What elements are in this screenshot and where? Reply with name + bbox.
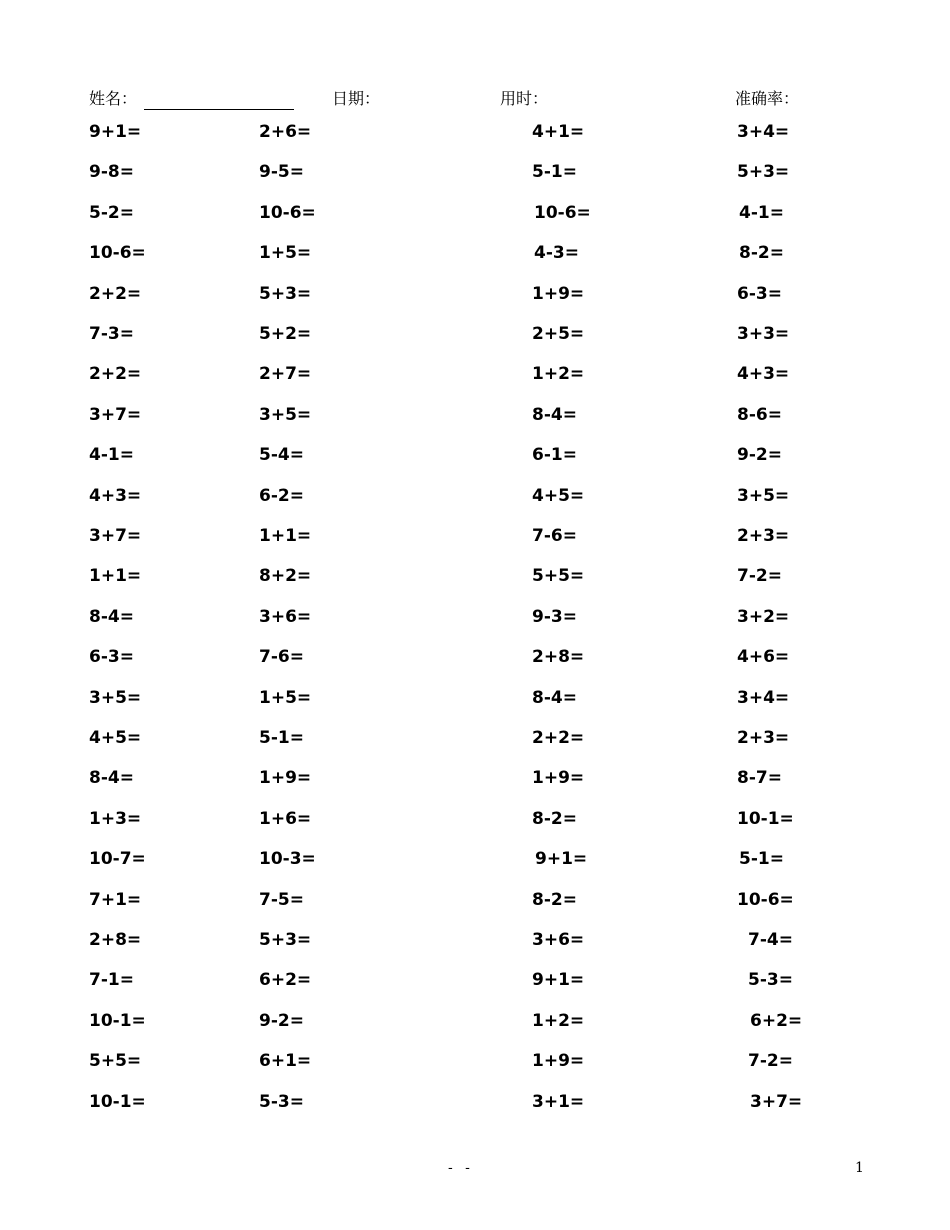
problem-cell: 1+9= bbox=[259, 768, 312, 789]
problem-cell: 10-1= bbox=[89, 1091, 146, 1112]
problem-cell: 2+7= bbox=[259, 364, 312, 385]
problem-cell: 1+1= bbox=[259, 526, 312, 546]
problem-cell: 10-1= bbox=[737, 808, 794, 829]
problem-cell: 7-3= bbox=[89, 324, 134, 344]
problem-cell: 5+3= bbox=[259, 283, 312, 304]
problem-cell: 3+2= bbox=[737, 606, 790, 627]
problem-cell: 1+2= bbox=[532, 364, 585, 385]
problem-cell: 3+6= bbox=[532, 930, 585, 950]
problem-cell: 2+5= bbox=[532, 324, 585, 344]
problem-cell: 6-3= bbox=[737, 283, 782, 304]
problem-cell: 9+1= bbox=[532, 970, 585, 991]
problem-cell: 6-1= bbox=[532, 445, 577, 466]
problem-cell: 4+3= bbox=[89, 485, 142, 506]
problem-cell: 1+2= bbox=[532, 1010, 585, 1031]
date-label: 日期： bbox=[332, 89, 381, 108]
problem-cell: 3+7= bbox=[89, 404, 142, 425]
problem-cell: 2+2= bbox=[532, 728, 585, 748]
problem-cell: 7-6= bbox=[532, 526, 577, 546]
problem-cell: 6+2= bbox=[259, 970, 312, 991]
problem-cell: 3+6= bbox=[259, 606, 312, 627]
problem-cell: 3+5= bbox=[89, 687, 142, 708]
problem-cell: 4-3= bbox=[534, 243, 579, 264]
problem-cell: 1+3= bbox=[89, 808, 142, 829]
problem-cell: 5-3= bbox=[748, 970, 793, 991]
problem-cell: 1+5= bbox=[259, 243, 312, 264]
problem-cell: 10-3= bbox=[259, 849, 316, 870]
problem-cell: 9+1= bbox=[89, 122, 142, 142]
accuracy-label: 准确率： bbox=[735, 89, 800, 108]
problem-cell: 6-2= bbox=[259, 485, 304, 506]
problem-cell: 2+3= bbox=[737, 526, 790, 546]
problem-cell: 7-2= bbox=[737, 566, 782, 587]
problem-cell: 1+9= bbox=[532, 283, 585, 304]
problem-cell: 1+5= bbox=[259, 687, 312, 708]
problem-cell: 2+8= bbox=[532, 647, 585, 668]
problem-cell: 7+1= bbox=[89, 889, 142, 910]
problem-cell: 2+2= bbox=[89, 283, 142, 304]
problem-cell: 7-1= bbox=[89, 970, 134, 991]
problem-cell: 8-2= bbox=[739, 243, 784, 264]
problem-cell: 8-4= bbox=[532, 404, 577, 425]
problem-cell: 4-1= bbox=[89, 445, 134, 466]
worksheet-header bbox=[0, 86, 950, 112]
problem-cell: 1+9= bbox=[532, 1051, 585, 1072]
problem-cell: 5-1= bbox=[739, 849, 784, 870]
problem-cell: 5+3= bbox=[737, 162, 790, 183]
problem-cell: 5+3= bbox=[259, 930, 312, 950]
problem-cell: 10-6= bbox=[89, 243, 146, 264]
problem-cell: 3+1= bbox=[532, 1091, 585, 1112]
problem-cell: 5-1= bbox=[259, 728, 304, 748]
problem-cell: 3+5= bbox=[737, 485, 790, 506]
problem-cell: 3+5= bbox=[259, 404, 312, 425]
name-underline[interactable] bbox=[144, 109, 294, 110]
problem-cell: 3+3= bbox=[737, 324, 790, 344]
problem-cell: 9-3= bbox=[532, 606, 577, 627]
problem-cell: 7-2= bbox=[748, 1051, 793, 1072]
problem-cell: 9-5= bbox=[259, 162, 304, 183]
problem-cell: 10-6= bbox=[737, 889, 794, 910]
problem-cell: 9-2= bbox=[737, 445, 782, 466]
problem-grid bbox=[0, 120, 950, 1130]
problem-cell: 10-6= bbox=[534, 202, 591, 223]
problem-cell: 9+1= bbox=[535, 849, 588, 870]
problem-cell: 4+3= bbox=[737, 364, 790, 385]
problem-cell: 2+2= bbox=[89, 364, 142, 385]
problem-cell: 4-1= bbox=[739, 202, 784, 223]
problem-cell: 1+6= bbox=[259, 808, 312, 829]
problem-cell: 5-4= bbox=[259, 445, 304, 466]
problem-cell: 5-2= bbox=[89, 202, 134, 223]
problem-cell: 8-7= bbox=[737, 768, 782, 789]
problem-cell: 8-4= bbox=[89, 768, 134, 789]
problem-cell: 5+5= bbox=[89, 1051, 142, 1072]
problem-cell: 6+2= bbox=[750, 1010, 803, 1031]
problem-cell: 8-4= bbox=[532, 687, 577, 708]
problem-cell: 8-4= bbox=[89, 606, 134, 627]
problem-cell: 7-6= bbox=[259, 647, 304, 668]
problem-cell: 8+2= bbox=[259, 566, 312, 587]
problem-cell: 2+6= bbox=[259, 122, 312, 142]
problem-cell: 4+1= bbox=[532, 122, 585, 142]
problem-cell: 10-6= bbox=[259, 202, 316, 223]
problem-cell: 3+4= bbox=[737, 122, 790, 142]
problem-cell: 8-6= bbox=[737, 404, 782, 425]
problem-cell: 10-1= bbox=[89, 1010, 146, 1031]
problem-cell: 6-3= bbox=[89, 647, 134, 668]
problem-cell: 3+4= bbox=[737, 687, 790, 708]
problem-cell: 4+6= bbox=[737, 647, 790, 668]
problem-cell: 3+7= bbox=[89, 526, 142, 546]
problem-cell: 5-3= bbox=[259, 1091, 304, 1112]
problem-cell: 10-7= bbox=[89, 849, 146, 870]
problem-cell: 8-2= bbox=[532, 889, 577, 910]
problem-cell: 2+3= bbox=[737, 728, 790, 748]
problem-cell: 6+1= bbox=[259, 1051, 312, 1072]
problem-cell: 1+9= bbox=[532, 768, 585, 789]
time-label: 用时： bbox=[500, 89, 549, 108]
problem-cell: 1+1= bbox=[89, 566, 142, 587]
problem-cell: 8-2= bbox=[532, 808, 577, 829]
problem-cell: 5-1= bbox=[532, 162, 577, 183]
page-number: 1 bbox=[855, 1160, 864, 1176]
problem-cell: 9-8= bbox=[89, 162, 134, 183]
name-label: 姓名： bbox=[89, 89, 138, 108]
problem-cell: 4+5= bbox=[532, 485, 585, 506]
problem-cell: 5+5= bbox=[532, 566, 585, 587]
problem-cell: 2+8= bbox=[89, 930, 142, 950]
problem-cell: 9-2= bbox=[259, 1010, 304, 1031]
problem-cell: 4+5= bbox=[89, 728, 142, 748]
problem-cell: 5+2= bbox=[259, 324, 312, 344]
footer-dash: - - bbox=[448, 1160, 474, 1176]
problem-cell: 7-5= bbox=[259, 889, 304, 910]
problem-cell: 7-4= bbox=[748, 930, 793, 950]
problem-cell: 3+7= bbox=[750, 1091, 803, 1112]
